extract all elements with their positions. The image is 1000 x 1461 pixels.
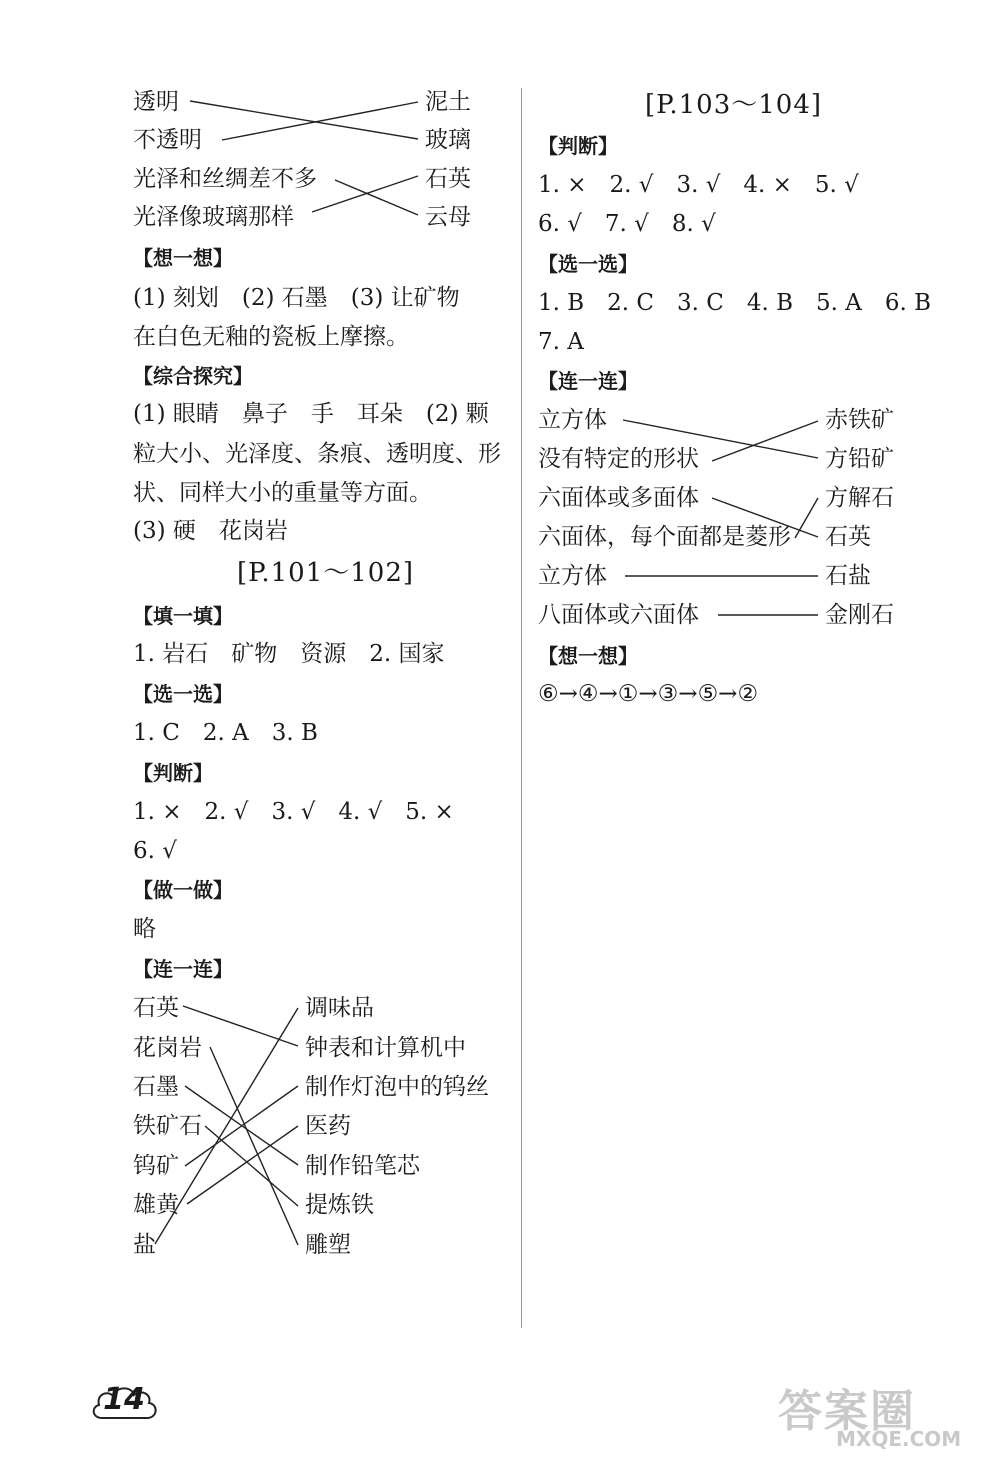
match3-left-item: 八面体或六面体 — [538, 602, 699, 628]
match2-left-item: 钨矿 — [133, 1153, 179, 1179]
answer-line: (3) 硬 花岗岩 — [133, 518, 288, 544]
match3-left-item: 没有特定的形状 — [538, 446, 699, 472]
match1-left-item: 光泽像玻璃那样 — [133, 204, 294, 230]
answer-line: 1. C 2. A 3. B — [133, 720, 318, 746]
section-heading-choose: 【选一选】 — [133, 682, 233, 706]
match1-right-item: 玻璃 — [425, 127, 471, 153]
answer-line: 1. 岩石 矿物 资源 2. 国家 — [133, 641, 445, 667]
match2-left-item: 铁矿石 — [133, 1113, 202, 1139]
watermark — [778, 1375, 988, 1455]
match2-right-item: 调味品 — [305, 995, 374, 1021]
match1-left-item: 光泽和丝绸差不多 — [133, 166, 317, 192]
section-heading-choose: 【选一选】 — [538, 252, 638, 276]
watermark-logo-text: 答案圈 — [778, 1386, 916, 1437]
answer-line: 略 — [133, 916, 156, 942]
answer-line: (1) 眼睛 鼻子 手 耳朵 (2) 颗 — [133, 401, 489, 427]
answer-line: 粒大小、光泽度、条痕、透明度、形 — [133, 441, 501, 467]
answer-line: 1. × 2. √ 3. √ 4. × 5. √ — [538, 172, 859, 198]
match2-left-item: 花岗岩 — [133, 1035, 202, 1061]
match1-left-item: 不透明 — [133, 127, 202, 153]
match-line — [712, 421, 818, 461]
match1-right-item: 石英 — [425, 166, 471, 192]
match-line — [312, 176, 418, 212]
answer-line: 在白色无釉的瓷板上摩擦。 — [133, 324, 409, 350]
section-heading-explore: 【综合探究】 — [133, 364, 253, 388]
section-heading-connect: 【连一连】 — [538, 369, 638, 393]
match2-right-item: 制作灯泡中的钨丝 — [305, 1074, 489, 1100]
match-line — [210, 1047, 298, 1245]
page-number-text: 14 — [103, 1382, 145, 1417]
answer-line: 状、同样大小的重量等方面。 — [133, 480, 432, 506]
match3-right-item: 方铅矿 — [825, 446, 894, 472]
answer-line: 7. A — [538, 329, 584, 355]
answer-line: 6. √ 7. √ 8. √ — [538, 211, 716, 237]
match3-right-item: 石盐 — [825, 563, 871, 589]
section-heading-connect: 【连一连】 — [133, 957, 233, 981]
answer-line: (1) 刻划 (2) 石墨 (3) 让矿物 — [133, 285, 460, 311]
match-line — [187, 1126, 298, 1204]
match-line — [222, 102, 418, 140]
page-reference: [P.103～104] — [645, 90, 823, 120]
match3-right-item: 赤铁矿 — [825, 407, 894, 433]
match3-left-item: 立方体 — [538, 407, 607, 433]
match3-right-item: 石英 — [825, 524, 871, 550]
match1-right-item: 云母 — [425, 204, 471, 230]
match2-left-item: 石墨 — [133, 1074, 179, 1100]
match2-right-item: 雕塑 — [305, 1232, 351, 1258]
match2-left-item: 雄黄 — [133, 1192, 179, 1218]
match3-left-item: 立方体 — [538, 563, 607, 589]
match3-left-item: 六面体或多面体 — [538, 485, 699, 511]
match-line — [190, 101, 418, 139]
section-heading-judge: 【判断】 — [538, 134, 618, 158]
match2-right-item: 医药 — [305, 1113, 351, 1139]
page-number — [88, 1380, 160, 1426]
match-line — [335, 180, 418, 215]
match3-right-item: 方解石 — [825, 485, 894, 511]
answer-line: 1. × 2. √ 3. √ 4. √ 5. × — [133, 799, 454, 825]
section-heading-judge: 【判断】 — [133, 761, 213, 785]
match3-right-item: 金刚石 — [825, 602, 894, 628]
match2-left-item: 石英 — [133, 995, 179, 1021]
match2-left-item: 盐 — [133, 1232, 156, 1258]
page-reference: [P.101～102] — [237, 558, 415, 588]
section-heading-fill: 【填一填】 — [133, 604, 233, 628]
section-heading-think: 【想一想】 — [538, 644, 638, 668]
match1-right-item: 泥土 — [425, 89, 471, 115]
answer-line: 6. √ — [133, 838, 177, 864]
match3-left-item: 六面体，每个面都是菱形 — [538, 524, 791, 550]
sequence-answer: ⑥→④→①→③→⑤→② — [538, 681, 759, 707]
section-heading-think: 【想一想】 — [133, 246, 233, 270]
answer-line: 1. B 2. C 3. C 4. B 5. A 6. B — [538, 290, 932, 316]
match2-right-item: 钟表和计算机中 — [305, 1035, 466, 1061]
match-line — [205, 1126, 298, 1206]
section-heading-do: 【做一做】 — [133, 878, 233, 902]
match-line — [795, 498, 818, 538]
match2-right-item: 提炼铁 — [305, 1192, 374, 1218]
column-divider — [521, 88, 522, 1328]
match1-left-item: 透明 — [133, 89, 179, 115]
watermark-url: MXQE.COM — [836, 1427, 962, 1451]
match2-right-item: 制作铅笔芯 — [305, 1153, 420, 1179]
